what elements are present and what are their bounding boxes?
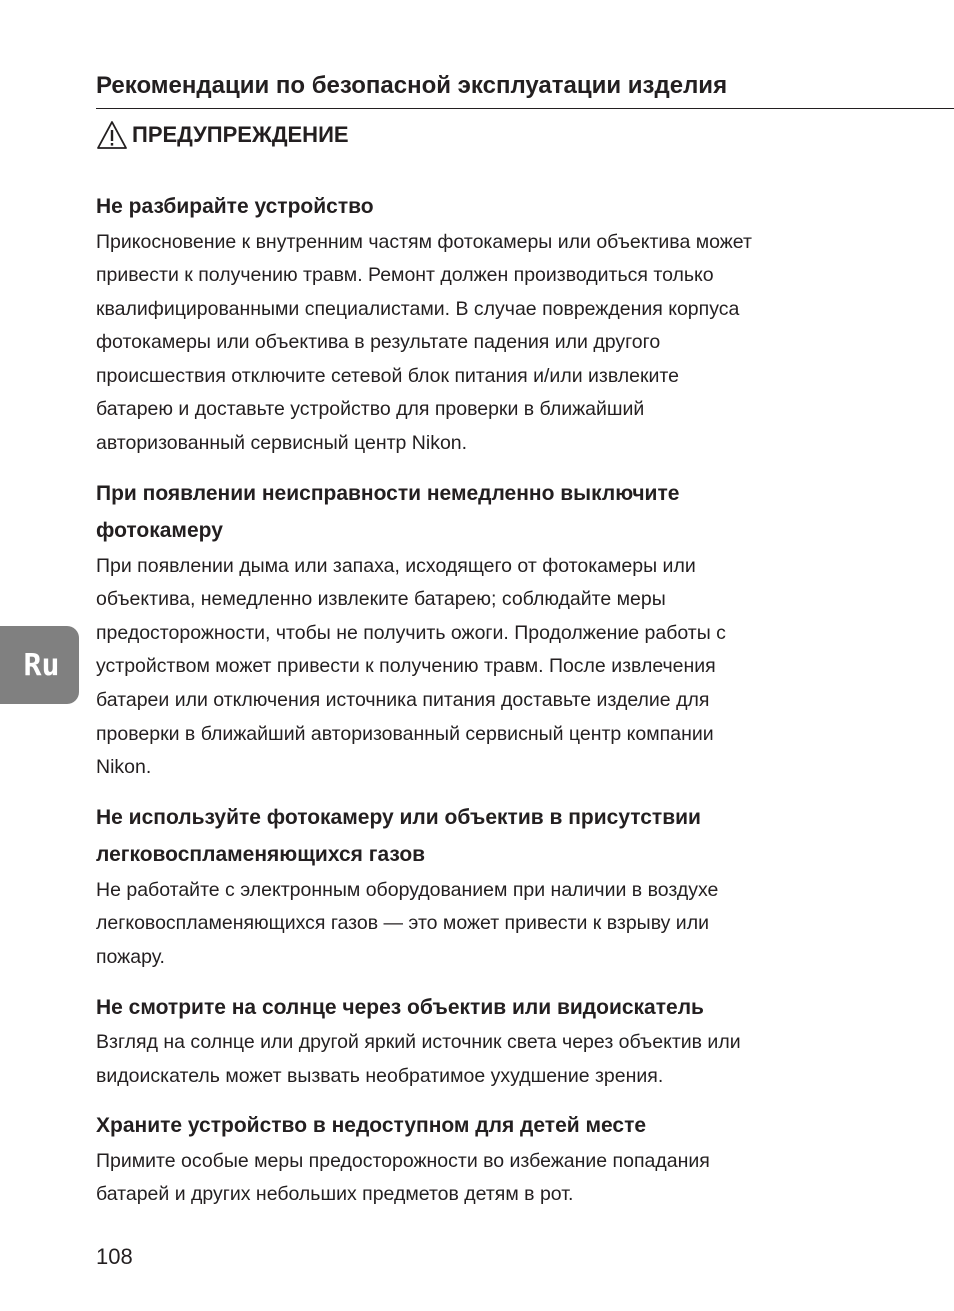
section-body	[96, 1026, 896, 1093]
body-line: фотокамеры или объектива в результате падения или другого	[96, 331, 661, 354]
warning-heading	[96, 120, 349, 150]
body-line: пожару.	[96, 946, 165, 968]
section-body	[96, 550, 896, 785]
section-body	[96, 874, 896, 975]
body-line: предосторожности, чтобы не получить ожоги. Продолжение работы с	[96, 621, 726, 644]
section-children	[96, 1107, 896, 1212]
page-number: 108	[96, 1244, 133, 1269]
section-flammable-gas	[96, 799, 896, 975]
body-line: квалифицированными специалистами. В случае повреждения корпуса	[96, 297, 740, 320]
section-heading	[96, 799, 896, 874]
section-sun	[96, 989, 896, 1094]
body-line: проверки в ближайший авторизованный сервисный центр компании	[96, 722, 714, 745]
body-line: батарею и доставьте устройство для проверки в ближайший	[96, 398, 645, 421]
heading-line: фотокамеру	[96, 519, 223, 543]
section-heading: Не разбирайте устройство	[96, 195, 374, 218]
body-line: легковоспламеняющихся газов — это может привести к взрыву или	[96, 912, 709, 935]
section-malfunction	[96, 475, 896, 785]
section-heading	[96, 475, 896, 550]
body-line: авторизованный сервисный центр Nikon.	[96, 432, 468, 455]
language-tab: Ru	[0, 626, 79, 704]
body-line: батареи или отключения источника питания доставьте изделие для	[96, 689, 710, 712]
section-heading: Не смотрите на солнце через объектив или видоискатель	[96, 995, 704, 1019]
body-line: устройством может привести к получению травм. После извлечения	[96, 655, 716, 678]
body-line: Примите особые меры предосторожности во избежание попадания	[96, 1149, 710, 1172]
body-line: батарей и других небольших предметов детям в рот.	[96, 1183, 574, 1206]
title-divider	[96, 108, 954, 109]
body-line: При появлении дыма или запаха, исходящего от фотокамеры или	[96, 554, 696, 577]
section-body	[96, 1145, 896, 1212]
heading-line: легковоспламеняющихся газов	[96, 843, 426, 867]
section-disassembly	[96, 188, 896, 461]
body-line: видоискатель может вызвать необратимое ухудшение зрения.	[96, 1064, 664, 1087]
warning-triangle-icon	[96, 120, 128, 150]
body-line: происшествия отключите сетевой блок питания и/или извлеките	[96, 364, 679, 387]
body-line: Взгляд на солнце или другой яркий источник света через объектив или	[96, 1031, 741, 1054]
page-title: Рекомендации по безопасной эксплуатации изделия	[96, 72, 728, 99]
warning-label: ПРЕДУПРЕЖДЕНИЕ	[132, 122, 349, 147]
content	[96, 188, 896, 1226]
body-line: Nikon.	[96, 756, 152, 779]
body-line: Прикосновение к внутренним частям фотокамеры или объектива может	[96, 230, 752, 253]
body-line: привести к получению травм. Ремонт должен производиться только	[96, 264, 714, 287]
section-heading: Храните устройство в недоступном для детей месте	[96, 1114, 647, 1138]
section-body	[96, 226, 896, 461]
body-line: Не работайте с электронным оборудованием при наличии в воздухе	[96, 878, 719, 901]
heading-line: При появлении неисправности немедленно выключите	[96, 481, 680, 505]
body-line: объектива, немедленно извлеките батарею; соблюдайте меры	[96, 588, 666, 611]
heading-line: Не используйте фотокамеру или объектив в присутствии	[96, 805, 701, 829]
